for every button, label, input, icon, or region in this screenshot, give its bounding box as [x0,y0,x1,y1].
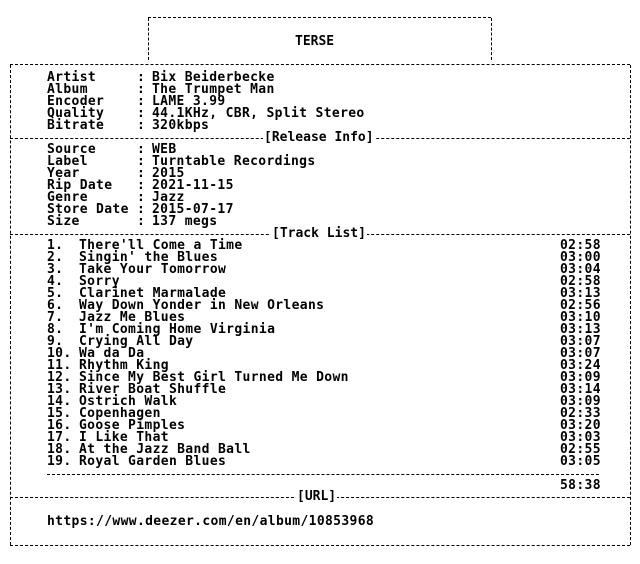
track-duration: 02:55 [560,442,601,457]
track-title: Since My Best Girl Turned Me Down [79,370,349,385]
main-box-top-border [10,64,630,65]
track-duration: 03:10 [560,310,601,325]
field-label: Label [47,154,88,169]
track-title: I'm Coming Home Virginia [79,322,276,337]
track-title: River Boat Shuffle [79,382,227,397]
track-title: Royal Garden Blues [79,454,227,469]
track-duration: 03:20 [560,418,601,433]
field-separator: : [137,70,146,85]
track-duration: 03:09 [560,370,601,385]
total-separator [47,474,599,475]
track-number: 17. [47,430,72,445]
track-title: I Like That [79,430,169,445]
track-title: Copenhagen [79,406,161,421]
total-time: 58:38 [560,478,601,493]
track-number: 12. [47,370,72,385]
field-separator: : [137,142,146,157]
track-number: 16. [47,418,72,433]
title-box-left-border [148,18,149,60]
track-duration: 03:07 [560,346,601,361]
track-duration: 03:13 [560,322,601,337]
track-duration: 03:05 [560,454,601,469]
track-number: 3. [47,262,64,277]
track-title: Crying All Day [79,334,194,349]
field-label: Year [47,166,80,181]
track-duration: 02:56 [560,298,601,313]
track-title: Wa da Da [79,346,145,361]
release-info-heading: [Release Info] [264,130,374,145]
track-number: 18. [47,442,72,457]
title-box-right-border [491,18,492,60]
album-url: https://www.deezer.com/en/album/10853968 [47,514,375,529]
field-separator: : [137,178,146,193]
track-number: 13. [47,382,72,397]
track-title: At the Jazz Band Ball [79,442,251,457]
track-number: 6. [47,298,64,313]
field-label: Store Date [47,202,129,217]
url-heading: [URL] [297,489,337,504]
field-separator: : [137,82,146,97]
track-number: 9. [47,334,64,349]
field-separator: : [137,214,146,229]
field-value: Bix Beiderbecke [152,70,275,85]
track-title: Ostrich Walk [79,394,178,409]
field-label: Quality [47,106,105,121]
track-title: Jazz Me Blues [79,310,186,325]
track-duration: 03:03 [560,430,601,445]
track-duration: 03:00 [560,250,601,265]
field-value: 320kbps [152,118,210,133]
track-duration: 03:13 [560,286,601,301]
track-title: Rhythm King [79,358,169,373]
track-title: Way Down Yonder in New Orleans [79,298,325,313]
track-number: 5. [47,286,64,301]
track-duration: 03:09 [560,394,601,409]
track-duration: 02:33 [560,406,601,421]
track-number: 15. [47,406,72,421]
field-separator: : [137,166,146,181]
track-duration: 03:24 [560,358,601,373]
track-duration: 02:58 [560,274,601,289]
field-value: 2015-07-17 [152,202,234,217]
field-label: Source [47,142,97,157]
field-separator: : [137,106,146,121]
track-duration: 03:04 [560,262,601,277]
field-value: 44.1KHz, CBR, Split Stereo [152,106,365,121]
track-number: 7. [47,310,64,325]
track-duration: 02:58 [560,238,601,253]
track-number: 11. [47,358,72,373]
track-number: 14. [47,394,72,409]
field-value: The Trumpet Man [152,82,275,97]
field-value: 2015 [152,166,185,181]
track-title: Clarinet Marmalade [79,286,227,301]
field-separator: : [137,202,146,217]
field-value: WEB [152,142,177,157]
track-duration: 03:07 [560,334,601,349]
field-label: Album [47,82,88,97]
field-value: Jazz [152,190,185,205]
main-box-left-border [10,65,11,545]
field-separator: : [137,94,146,109]
track-number: 19. [47,454,72,469]
track-title: Singin' the Blues [79,250,219,265]
track-number: 10. [47,346,72,361]
track-title: Take Your Tomorrow [79,262,227,277]
field-label: Genre [47,190,88,205]
field-label: Size [47,214,80,229]
track-number: 8. [47,322,64,337]
field-value: 137 megs [152,214,218,229]
header-title: TERSE [295,34,335,49]
track-title: Sorry [79,274,120,289]
field-label: Rip Date [47,178,113,193]
field-label: Bitrate [47,118,105,133]
track-title: Goose Pimples [79,418,186,433]
track-number: 4. [47,274,64,289]
field-separator: : [137,118,146,133]
track-list-heading: [Track List] [272,226,366,241]
field-separator: : [137,190,146,205]
track-title: There'll Come a Time [79,238,243,253]
field-value: Turntable Recordings [152,154,316,169]
title-box-top-border [148,17,491,18]
main-box-bottom-border [10,545,630,546]
main-box-right-border [630,65,631,545]
field-label: Encoder [47,94,105,109]
field-separator: : [137,154,146,169]
track-duration: 03:14 [560,382,601,397]
field-value: LAME 3.99 [152,94,226,109]
field-label: Artist [47,70,97,85]
track-number: 1. [47,238,64,253]
track-number: 2. [47,250,64,265]
field-value: 2021-11-15 [152,178,234,193]
